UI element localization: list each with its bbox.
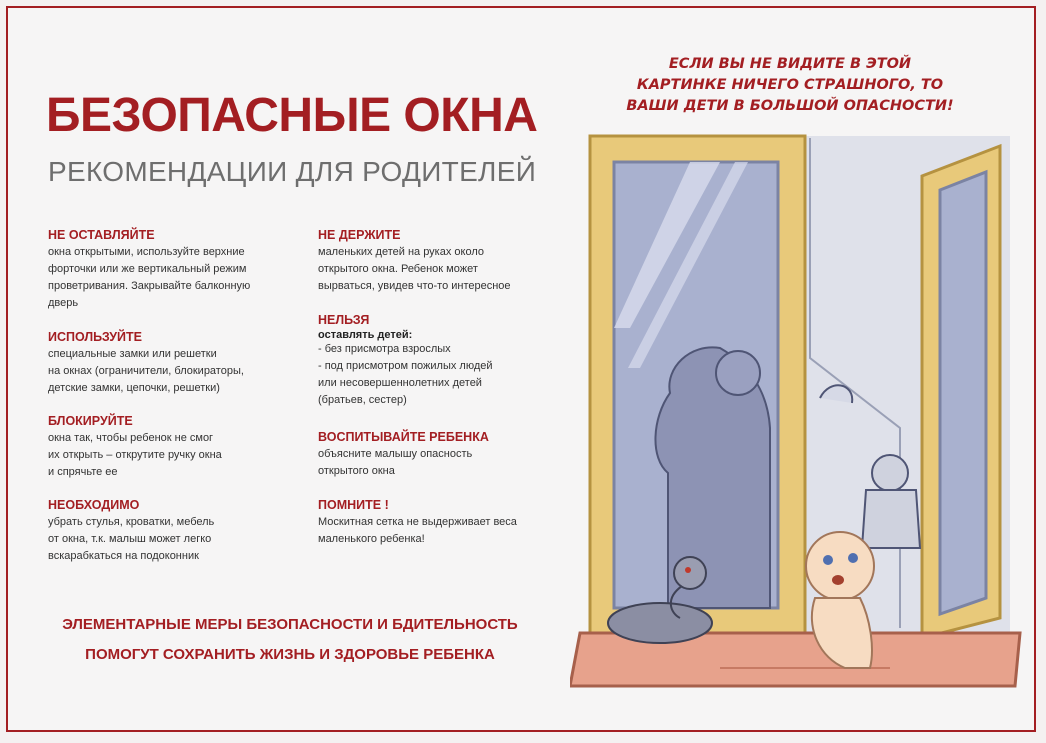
section-text: убрать стулья, кроватки, мебель от окна, т.к. малыш может легко вскарабкаться на подоконник [48, 516, 215, 562]
mother-head [716, 351, 760, 395]
section-ispolzuyte [48, 330, 298, 397]
pigeon-body [608, 603, 712, 643]
section-ne-ostavlyayte [48, 228, 298, 312]
warning-line-3: ВАШИ ДЕТИ В БОЛЬШОЙ ОПАСНОСТИ! [626, 98, 954, 114]
warning-line-2: КАРТИНКЕ НИЧЕГО СТРАШНОГО, ТО [636, 77, 944, 93]
section-heading: НЕ ОСТАВЛЯЙТЕ [48, 228, 155, 242]
section-vospityvayte [318, 430, 568, 480]
man-head [872, 455, 908, 491]
pigeon-eye [685, 567, 691, 573]
section-pomnite [318, 498, 568, 548]
section-heading: ИСПОЛЬЗУЙТЕ [48, 330, 142, 344]
warning-callout [600, 54, 980, 117]
section-heading: ПОМНИТЕ ! [318, 498, 389, 512]
section-text: объясните малышу опасность открытого окна [318, 448, 473, 477]
poster-subtitle: РЕКОМЕНДАЦИИ ДЛЯ РОДИТЕЛЕЙ [48, 156, 537, 187]
baby-mouth [832, 575, 844, 585]
section-ne-derzhite [318, 228, 568, 295]
section-text: окна открытыми, используйте верхние форточки или же вертикальный режим проветривания. Закрывайте балконную дверь [48, 246, 251, 309]
window-illustration [570, 128, 1030, 698]
section-text: специальные замки или решетки на окнах (ограничители, блокираторы, детские замки, цепочки, решетки) [48, 348, 244, 394]
section-heading: НЕОБХОДИМО [48, 498, 140, 512]
section-neobhodimo [48, 498, 298, 565]
baby-eye [848, 553, 858, 563]
section-heading: НЕЛЬЗЯ [318, 313, 370, 327]
section-subheading: оставлять детей: [318, 329, 413, 341]
section-text: - без присмотра взрослых - под присмотром пожилых людей или несовершеннолетних детей (братьев, сестер) [318, 343, 493, 406]
section-text: окна так, чтобы ребенок не смог их открыть – открутите ручку окна и спрячьте ее [48, 432, 222, 478]
section-blokiruyte [48, 414, 298, 481]
baby-eye [823, 555, 833, 565]
section-heading: БЛОКИРУЙТЕ [48, 414, 133, 428]
window-glass-right [940, 172, 986, 614]
section-text: Москитная сетка не выдерживает веса маленького ребенка! [318, 516, 517, 545]
section-text: маленьких детей на руках около открытого окна. Ребенок может вырваться, увидев что-то интересное [318, 246, 511, 292]
pigeon-head [674, 557, 706, 589]
section-nelzya [318, 313, 568, 409]
section-heading: ВОСПИТЫВАЙТЕ РЕБЕНКА [318, 430, 489, 444]
footer-line-1: ЭЛЕМЕНТАРНЫЕ МЕРЫ БЕЗОПАСНОСТИ И БДИТЕЛЬНОСТЬ [62, 616, 518, 633]
footer-line-2: ПОМОГУТ СОХРАНИТЬ ЖИЗНЬ И ЗДОРОВЬЕ РЕБЕНКА [85, 646, 495, 663]
section-heading: НЕ ДЕРЖИТЕ [318, 228, 401, 242]
poster-title: БЕЗОПАСНЫЕ ОКНА [46, 89, 538, 142]
man-body [862, 490, 920, 548]
baby-head [806, 532, 874, 600]
warning-line-1: ЕСЛИ ВЫ НЕ ВИДИТЕ В ЭТОЙ [668, 56, 912, 72]
